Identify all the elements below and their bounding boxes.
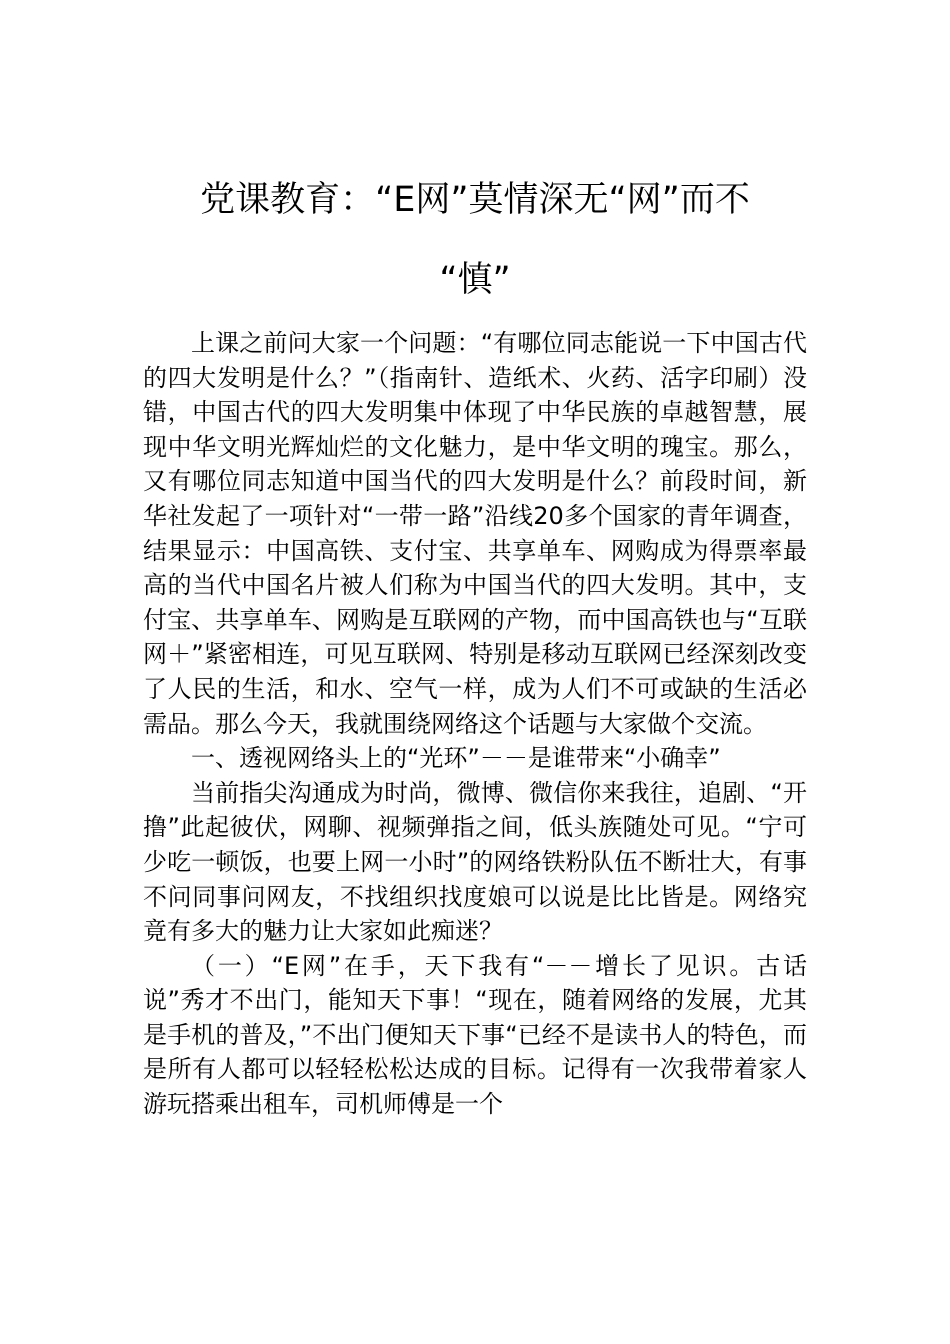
title-line-2: “慎”: [439, 260, 511, 300]
document-title: [140, 160, 810, 320]
document-body: [143, 326, 807, 1122]
section-heading-1: 一、透视网络头上的“光环”－－是谁带来“小确幸”: [191, 744, 721, 773]
subsection-paragraph-1: （一）“E网”在手，天下我有“－－增长了见识。古话说”秀才不出门，能知天下事！“现在，随着网络的发展，尤其是手机的普及，”不出门便知天下事“已经不是读书人的特色，而是所有人都可以轻轻松松达成的目标。记得有一次我带着家人游玩搭乘出租车，司机师傅是一个: [143, 951, 807, 1119]
title-line-1: 党课教育：“E网”莫情深无“网”而不: [200, 180, 750, 220]
body-paragraph: 当前指尖沟通成为时尚，微博、微信你来我往，追剧、“开撸”此起彼伏，网聊、视频弹指之间，低头族随处可见。“宁可少吃一顿饭，也要上网一小时”的网络铁粉队伍不断壮大，有事不问同事问网友，不找组织找度娘可以说是比比皆是。网络究竟有多大的魅力让大家如此痴迷？: [143, 778, 807, 946]
intro-paragraph: 上课之前问大家一个问题：“有哪位同志能说一下中国古代的四大发明是什么？”（指南针、造纸术、火药、活字印刷）没错，中国古代的四大发明集中体现了中华民族的卓越智慧，展现中华文明光辉灿烂的文化魅力，是中华文明的瑰宝。那么，又有哪位同志知道中国当代的四大发明是什么？前段时间，新华社发起了一项针对“一带一路”沿线20多个国家的青年调查，结果显示：中国高铁、支付宝、共享单车、网购成为得票率最高的当代中国名片被人们称为中国当代的四大发明。其中，支付宝、共享单车、网购是互联网的产物，而中国高铁也与“互联网＋”紧密相连，可见互联网、特别是移动互联网已经深刻改变了人民的生活，和水、空气一样，成为人们不可或缺的生活必需品。那么今天，我就围绕网络这个话题与大家做个交流。: [143, 329, 807, 738]
